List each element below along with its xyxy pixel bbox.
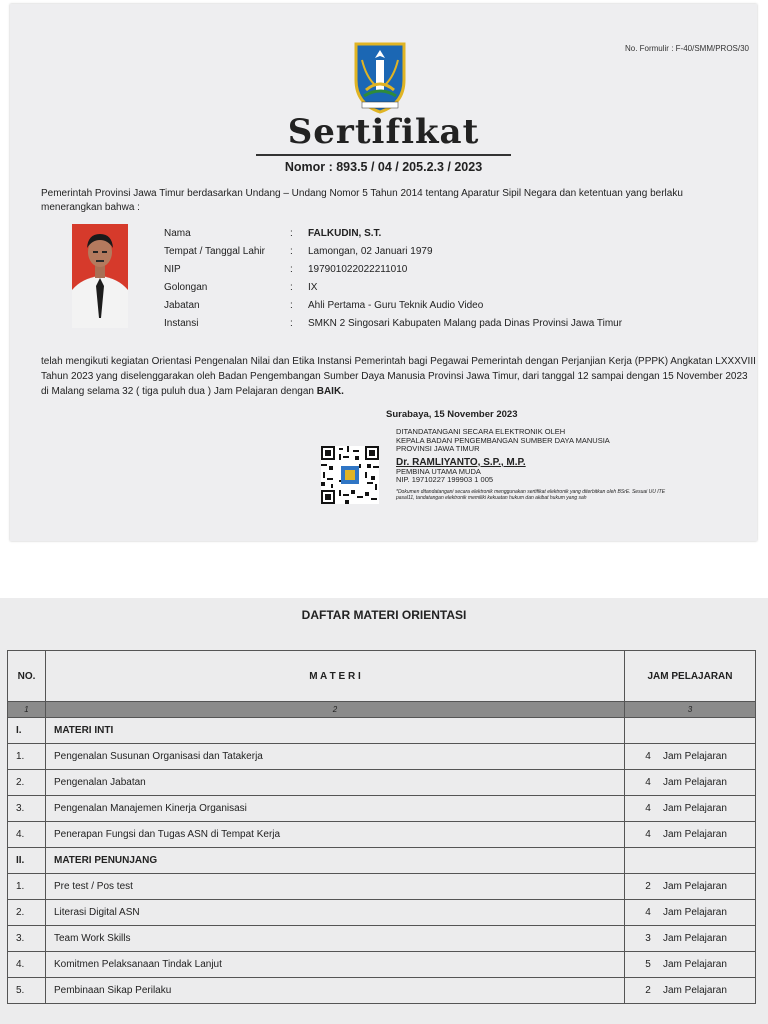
field-label: Golongan [164, 282, 208, 293]
row-unit: Jam Pelajaran [663, 777, 727, 788]
row-hours: 4 [645, 829, 651, 840]
signer-rank: PEMBINA UTAMA MUDA [396, 466, 481, 476]
row-hours-cell [625, 822, 756, 848]
materials-page [0, 598, 768, 1024]
row-number: 1. [8, 874, 46, 900]
certificate-page: No. Formulir : F-40/SMM/PROS/30 Sertifikat Nomor : 893.5 / 04 / 205.2.3 / 2023 Pemerintah Provinsi Jawa Timur berdasarkan Undang – Undang Nomor 5 Tahun 2014 tentang Aparatur Sipil Negara dan ketentuan yang berlaku menerangkan bahwa : Nama : FALKUDIN, S.T. Tempat / Tanggal Lahir : Lamongan, 02 Januari 1979 NIP : 197901022022211010 Golongan : IX Jabatan : Ahli Pertama - Guru Teknik Audio Video Instansi : SMKN 2 Singosari Kabupaten Malang pada Dinas Provinsi Jawa Timur telah mengikuti kegiatan Orientasi Pengenalan Nilai dan Etika Instansi Pemerintah bagi Pegawai Pemerintah dengan Perjanjian Kerja (PPPK) Angkatan LXXXVIII Tahun 2023 yang diselenggarakan oleh Badan Pengembangan Sumber Daya Manusia Provinsi Jawa Timur, dari tanggal 12 sampai dengan 15 November 2023 di Malang selama 32 ( tiga puluh dua ) Jam Pelajaran dengan BAIK. Surabaya, 15 November 2023 DITANDATANGANI SECARA ELEKTRONIK OLEH KEPALA BADAN PENGEMBANGAN SUMBER DAYA MANUSIA PROVINSI JAWA TIMUR Dr. RAMLIYANTO, S.P., M.P. PEMBINA UTAMA MUDA NIP. 19710227 199903 1 005 *Dokumen ditandatangani secara elektronik menggunakan sertifikat elektronik yang diterbitkan oleh BSrE. Sesuai UU ITE pasal11, tandatangan elektronik memiliki kekuatan hukum dan akibat hukum yang sah [10, 4, 757, 541]
table-row [8, 926, 756, 952]
row-hours-cell [625, 978, 756, 1004]
row-number: 3. [8, 796, 46, 822]
certificate-title: Sertifikat [287, 112, 480, 152]
field-label: Nama [164, 228, 191, 239]
row-hours-cell [625, 744, 756, 770]
section-title: MATERI INTI [46, 718, 625, 744]
row-hours: 4 [645, 777, 651, 788]
row-hours: 4 [645, 803, 651, 814]
signer-name: Dr. RAMLIYANTO, S.P., M.P. [396, 456, 526, 468]
table-row [8, 744, 756, 770]
row-number: 4. [8, 822, 46, 848]
row-hours-cell [625, 952, 756, 978]
section-row [8, 848, 756, 874]
row-number: 3. [8, 926, 46, 952]
qr-code-icon [321, 446, 379, 504]
sign-line: KEPALA BADAN PENGEMBANGAN SUMBER DAYA MANUSIA [396, 435, 610, 445]
row-name: Pengenalan Jabatan [46, 770, 625, 796]
table-row [8, 796, 756, 822]
field-value: IX [308, 282, 318, 293]
row-unit: Jam Pelajaran [663, 985, 727, 996]
table-row [8, 822, 756, 848]
field-value: SMKN 2 Singosari Kabupaten Malang pada Dinas Provinsi Jawa Timur [308, 318, 623, 329]
row-hours-cell [625, 874, 756, 900]
sign-details [396, 428, 746, 501]
section-title: MATERI PENUNJANG [46, 848, 625, 874]
title-underline [256, 154, 511, 156]
row-name: Penerapan Fungsi dan Tugas ASN di Tempat Kerja [46, 822, 625, 848]
row-number: 2. [8, 770, 46, 796]
table-header-row [8, 651, 756, 702]
field-label: Instansi [164, 318, 199, 329]
sign-line: PROVINSI JAWA TIMUR [396, 444, 480, 453]
body-text: telah mengikuti kegiatan Orientasi Pengenalan Nilai dan Etika Instansi Pemerintah bagi Pegawai Pemerintah dengan Perjanjian Kerja (PPPK) Angkatan LXXXVIII Tahun 2023 yang diselenggarakan oleh Badan Pengembangan Sumber Daya Manusia Provinsi Jawa Timur, dari tanggal 12 sampai dengan 15 November 2023 di Malang selama 32 ( tiga puluh dua ) Jam Pelajaran dengan [41, 356, 756, 397]
sign-place-date: Surabaya, 15 November 2023 [386, 409, 518, 420]
section-number: II. [8, 848, 46, 874]
row-unit: Jam Pelajaran [663, 829, 727, 840]
header-no: NO. [8, 651, 46, 702]
row-hours: 2 [645, 985, 651, 996]
row-hours: 3 [645, 933, 651, 944]
section-row [8, 718, 756, 744]
form-number: No. Formulir : F-40/SMM/PROS/30 [624, 44, 749, 53]
signature-block [386, 409, 746, 501]
row-number: 2. [8, 900, 46, 926]
field-value: Ahli Pertama - Guru Teknik Audio Video [308, 300, 484, 311]
row-hours-cell [625, 796, 756, 822]
row-name: Pre test / Pos test [46, 874, 625, 900]
row-unit: Jam Pelajaran [663, 881, 727, 892]
east-java-emblem-icon [352, 40, 408, 114]
row-hours: 5 [645, 959, 651, 970]
row-number: 1. [8, 744, 46, 770]
row-name: Pembinaan Sikap Perilaku [46, 978, 625, 1004]
materials-title: DAFTAR MATERI ORIENTASI [301, 608, 467, 622]
row-unit: Jam Pelajaran [663, 933, 727, 944]
field-value: Lamongan, 02 Januari 1979 [308, 246, 433, 257]
header-materi: M A T E R I [46, 651, 625, 702]
table-row [8, 874, 756, 900]
row-unit: Jam Pelajaran [663, 907, 727, 918]
row-name: Pengenalan Manajemen Kinerja Organisasi [46, 796, 625, 822]
table-row [8, 900, 756, 926]
row-name: Literasi Digital ASN [46, 900, 625, 926]
row-hours-cell [625, 770, 756, 796]
section-number: I. [8, 718, 46, 744]
holder-photo [72, 224, 128, 328]
row-unit: Jam Pelajaran [663, 803, 727, 814]
table-row [8, 978, 756, 1004]
sign-line: DITANDATANGANI SECARA ELEKTRONIK OLEH [396, 427, 566, 436]
row-hours: 2 [645, 881, 651, 892]
index-cell: 2 [46, 702, 625, 718]
table-index-row [8, 702, 756, 718]
row-name: Komitmen Pelaksanaan Tindak Lanjut [46, 952, 625, 978]
field-value: FALKUDIN, S.T. [308, 228, 382, 239]
table-row [8, 770, 756, 796]
index-cell: 1 [8, 702, 46, 718]
header-jam: JAM PELAJARAN [625, 651, 756, 702]
certificate-body [41, 354, 757, 399]
certificate-number: Nomor : 893.5 / 04 / 205.2.3 / 2023 [284, 160, 483, 174]
intro-text: Pemerintah Provinsi Jawa Timur berdasarkan Undang – Undang Nomor 5 Tahun 2014 tentang Aparatur Sipil Negara dan ketentuan yang berlaku menerangkan bahwa : [41, 188, 683, 213]
e-signature-note: *Dokumen ditandatangani secara elektronik menggunakan sertifikat elektronik yang diterbitkan oleh BSrE. Sesuai UU ITE pasal11, tandatangan elektronik memiliki kekuatan hukum dan akibat hukum yang sah [396, 488, 666, 501]
row-number: 4. [8, 952, 46, 978]
row-name: Pengenalan Susunan Organisasi dan Tatakerja [46, 744, 625, 770]
materials-table [7, 650, 756, 1004]
row-hours: 4 [645, 751, 651, 762]
row-unit: Jam Pelajaran [663, 959, 727, 970]
row-name: Team Work Skills [46, 926, 625, 952]
field-label: NIP [164, 264, 181, 275]
row-unit: Jam Pelajaran [663, 751, 727, 762]
row-hours-cell [625, 926, 756, 952]
body-emphasis: BAIK. [316, 386, 344, 397]
row-number: 5. [8, 978, 46, 1004]
field-label: Tempat / Tanggal Lahir [164, 246, 265, 257]
signer-nip: NIP. 19710227 199903 1 005 [396, 475, 494, 484]
row-hours-cell [625, 900, 756, 926]
table-row [8, 952, 756, 978]
index-cell: 3 [625, 702, 756, 718]
field-label: Jabatan [164, 300, 200, 311]
row-hours: 4 [645, 907, 651, 918]
field-value: 197901022022211010 [308, 264, 408, 275]
